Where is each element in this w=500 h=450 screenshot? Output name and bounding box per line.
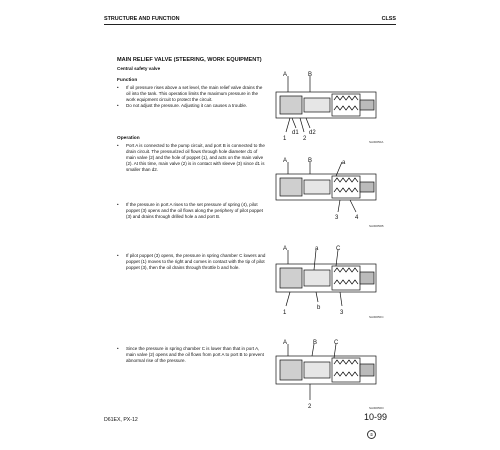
fig2-port-b: B [308,158,313,164]
valve-figure-3 [270,244,385,320]
page-number: 10-99 [364,412,388,422]
footer-model: D61EX, PX-12 [104,417,138,423]
valve-figure-4 [270,338,385,413]
fig2-num-3: 3 [335,215,339,221]
fig1-num-2: 2 [303,136,307,142]
operation-heading: Operation [117,136,140,141]
fig3-port-a: A [283,246,288,252]
revision-mark: ② [367,430,376,439]
fig2-code: SA3005FB [369,224,384,228]
fig3-chamber-c: C [336,246,341,252]
function-text [117,85,267,109]
fig1-num-1: 1 [283,136,287,142]
operation-bullet-4: • Since the pressure in spring chamber C is lower than that in port A, main valve (2) opens and the oil flows from port A to port B to prevent abnormal rise of the pressure. [117,346,267,364]
fig3-code: SA3005FC [369,315,384,319]
fig3-port-a-small: a [315,246,319,252]
fig1-port-b: B [308,72,313,78]
function-heading: Function [117,78,138,83]
section-title: MAIN RELIEF VALVE (STEERING, WORK EQUIPMENT) [117,57,262,63]
header-rule [104,24,396,25]
fig2-port-a-small: a [342,160,346,166]
fig3-throttle-b: b [317,305,321,311]
operation-bullet-1: • Port A is connected to the pump circuit, and port B is connected to the drain circuit. The pressurized oil flows through hole diameter d1 of main valve (2) and the hole of poppet (1), and acts on the main valve (2). At this time, main valve (2) is in contact with sleeve (3) since d1 is smaller than d2. [117,143,267,173]
section-subtitle: Central safety valve [117,66,161,71]
header-section: STRUCTURE AND FUNCTION [104,16,180,22]
fig3-num-3: 3 [340,310,344,316]
operation-bullet-3: • If pilot poppet (3) opens, the pressure in spring chamber C lowers and poppet (1) moves to the right and comes in contact with the tip of pilot poppet (3), then the oil drains through throttle b and hole. [117,253,267,271]
operation-bullet-2: • If the pressure in port A rises to the set pressure of spring (4), pilot poppet (3) opens and the oil flows along the periphery of pilot poppet (3) and drains through drilled hole a and port B. [117,202,267,220]
fig2-port-a: A [283,158,288,164]
fig1-dim-d1: d1 [292,130,299,136]
fig4-port-b: B [313,340,318,346]
fig4-code: SA3005FD [369,406,384,410]
fig1-dim-d2: d2 [309,130,316,136]
valve-figure-1 [270,70,385,145]
fig3-num-1: 1 [283,310,287,316]
operation-text-1 [117,143,267,173]
fig1-port-a: A [283,72,288,78]
fig4-chamber-c: C [334,340,339,346]
fig4-port-a: A [283,340,288,346]
operation-text-3 [117,253,267,271]
fig4-num-2: 2 [308,404,312,410]
fig1-code: SA3005FA [369,140,384,144]
function-bullet-1: • If oil pressure rises above a set level, the main relief valve drains the oil into the tank. This operation limits the maximum pressure in the work equipment circuit to protect the circuit. [117,85,267,103]
function-bullet-2: • Do not adjust the pressure. Adjusting it can causes a trouble. [117,103,267,109]
operation-text-2 [117,202,267,220]
operation-text-4 [117,346,267,364]
fig2-num-4: 4 [355,215,359,221]
header-code: CLSS [381,16,396,22]
valve-figure-2 [270,156,385,228]
